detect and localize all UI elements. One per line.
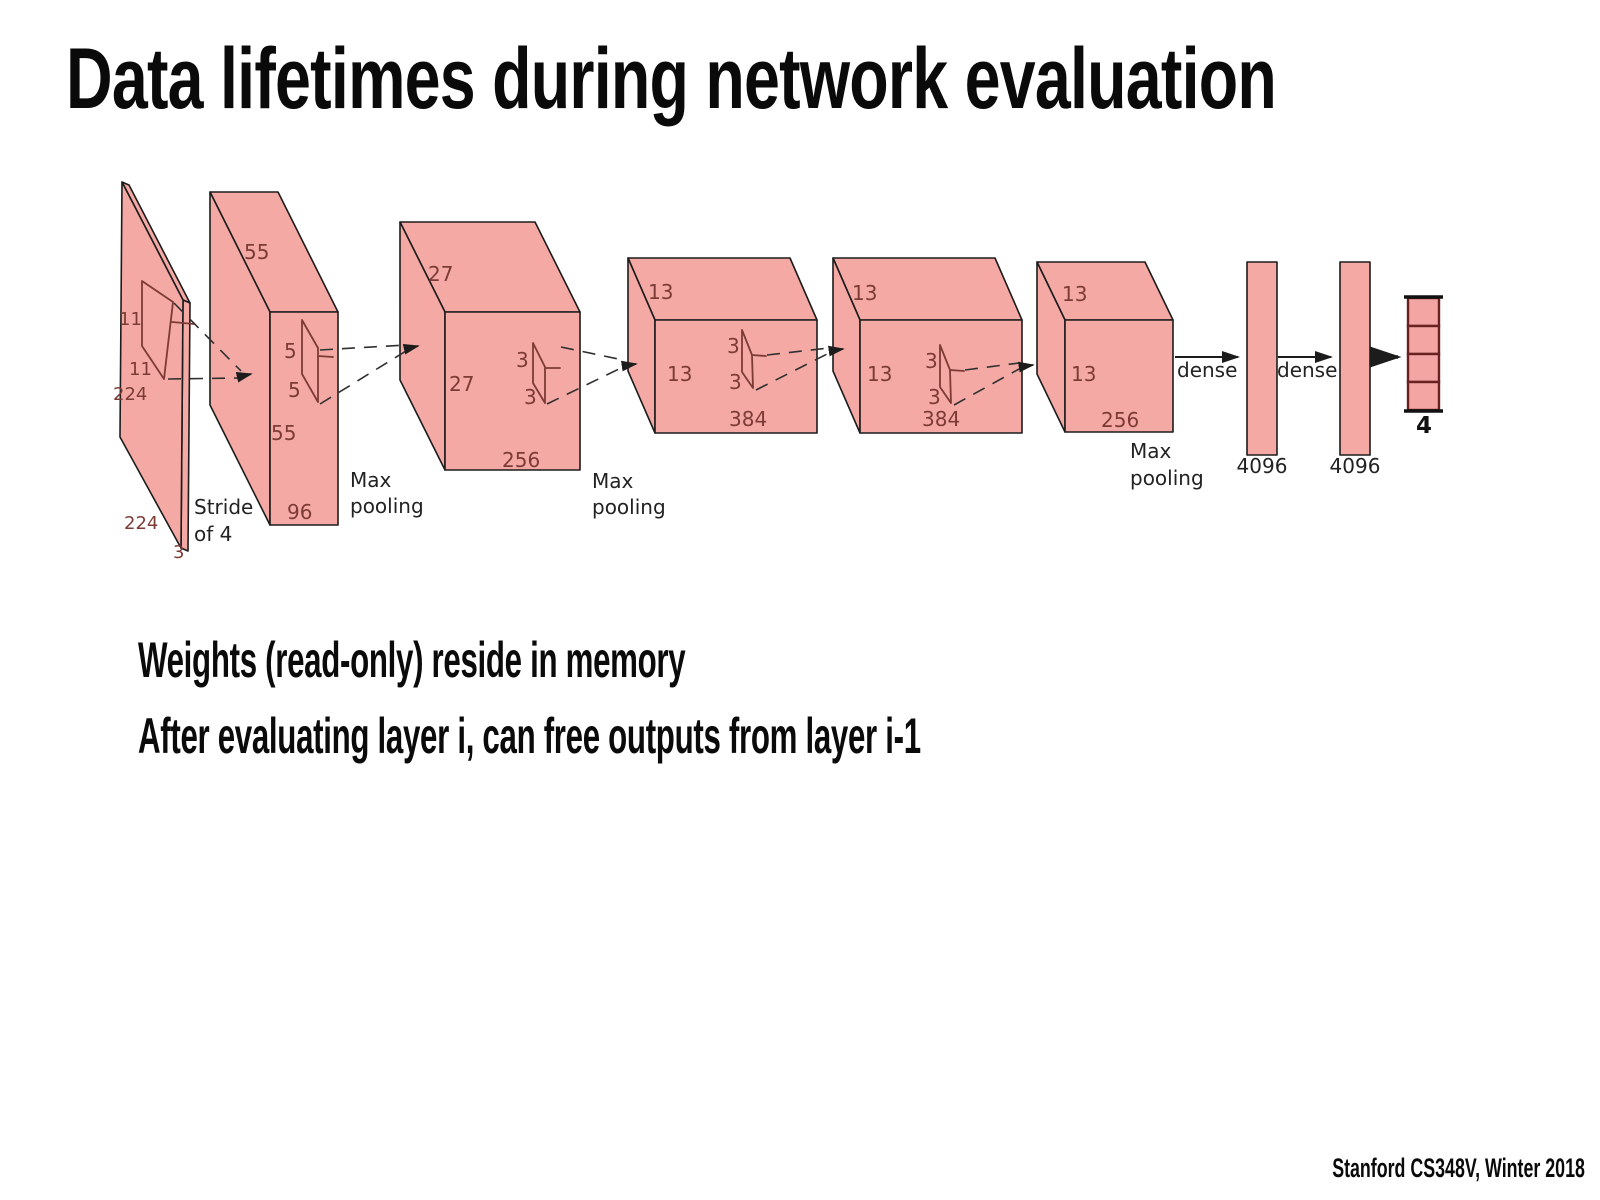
input-kernel-h-label: 11: [119, 309, 142, 330]
maxpool3-label-line1: Max: [1130, 439, 1172, 463]
bullet-free-outputs: After evaluating layer i, can free outputs from layer i-1: [138, 708, 921, 764]
conv5-channels-label: 256: [1101, 408, 1140, 432]
stride-label-line2: of 4: [194, 522, 233, 546]
layer-conv2: [400, 222, 666, 519]
maxpool3-label-line2: pooling: [1130, 466, 1204, 490]
fc7-size-label: 4096: [1329, 454, 1381, 478]
fc-layers: [1175, 262, 1398, 478]
conv1-channels-label: 96: [287, 500, 313, 524]
layer-conv4: [833, 258, 1022, 433]
input-width-label: 224: [124, 513, 159, 534]
dense-label-1: dense: [1177, 358, 1238, 382]
conv1-width-label: 55: [244, 240, 270, 264]
conv4-width-label: 13: [852, 281, 878, 305]
conv3-height-label: 13: [667, 362, 693, 386]
output-cell-3: [1408, 354, 1439, 382]
conv4-height-label: 13: [867, 362, 893, 386]
conv1-front-face: [270, 312, 338, 525]
maxpool1-label-line1: Max: [350, 468, 392, 492]
output-layer: [1404, 297, 1443, 439]
conv2-kernel-w-label: 3: [524, 385, 537, 409]
conv2-width-label: 27: [428, 262, 454, 286]
output-cell-1: [1408, 298, 1439, 326]
input-height-label: 224: [113, 384, 148, 405]
conv4-channels-label: 384: [922, 407, 961, 431]
slide-title: Data lifetimes during network evaluation: [66, 31, 1277, 127]
conv1-kernel-w-label: 5: [288, 378, 301, 402]
bullet-weights: Weights (read-only) reside in memory: [138, 632, 686, 688]
dense-label-2: dense: [1277, 358, 1338, 382]
maxpool2-label-line2: pooling: [592, 495, 666, 519]
fc6-bar: [1247, 262, 1277, 455]
conv4-kernel-w-label: 3: [928, 385, 941, 409]
conv3-channels-label: 384: [729, 407, 768, 431]
fc7-bar: [1340, 262, 1370, 455]
conv5-height-label: 13: [1071, 362, 1097, 386]
conv3-kernel-h-label: 3: [727, 334, 740, 358]
conv4-kernel-h-label: 3: [925, 349, 938, 373]
conv1-kernel-h-label: 5: [284, 339, 297, 363]
maxpool1-label-line2: pooling: [350, 494, 424, 518]
layer-conv1: [210, 192, 424, 525]
conv2-height-label: 27: [449, 372, 475, 396]
layer-conv3: [628, 258, 817, 433]
conv2-kernel-h-label: 3: [516, 348, 529, 372]
output-cell-4: [1408, 382, 1439, 410]
stride-label-line1: Stride: [194, 495, 254, 519]
conv2-channels-label: 256: [502, 448, 541, 472]
conv3-width-label: 13: [648, 280, 674, 304]
output-cell-2: [1408, 326, 1439, 354]
conv5-width-label: 13: [1062, 282, 1088, 306]
output-size-label: 4: [1415, 413, 1433, 439]
conv3-kernel-w-label: 3: [729, 370, 742, 394]
conv1-height-label: 55: [271, 421, 297, 445]
input-channels-label: 3: [173, 542, 185, 563]
slide-footer: Stanford CS348V, Winter 2018: [1332, 1153, 1585, 1183]
input-kernel-w-label: 11: [129, 359, 152, 380]
fc6-size-label: 4096: [1236, 454, 1288, 478]
maxpool2-label-line1: Max: [592, 469, 634, 493]
